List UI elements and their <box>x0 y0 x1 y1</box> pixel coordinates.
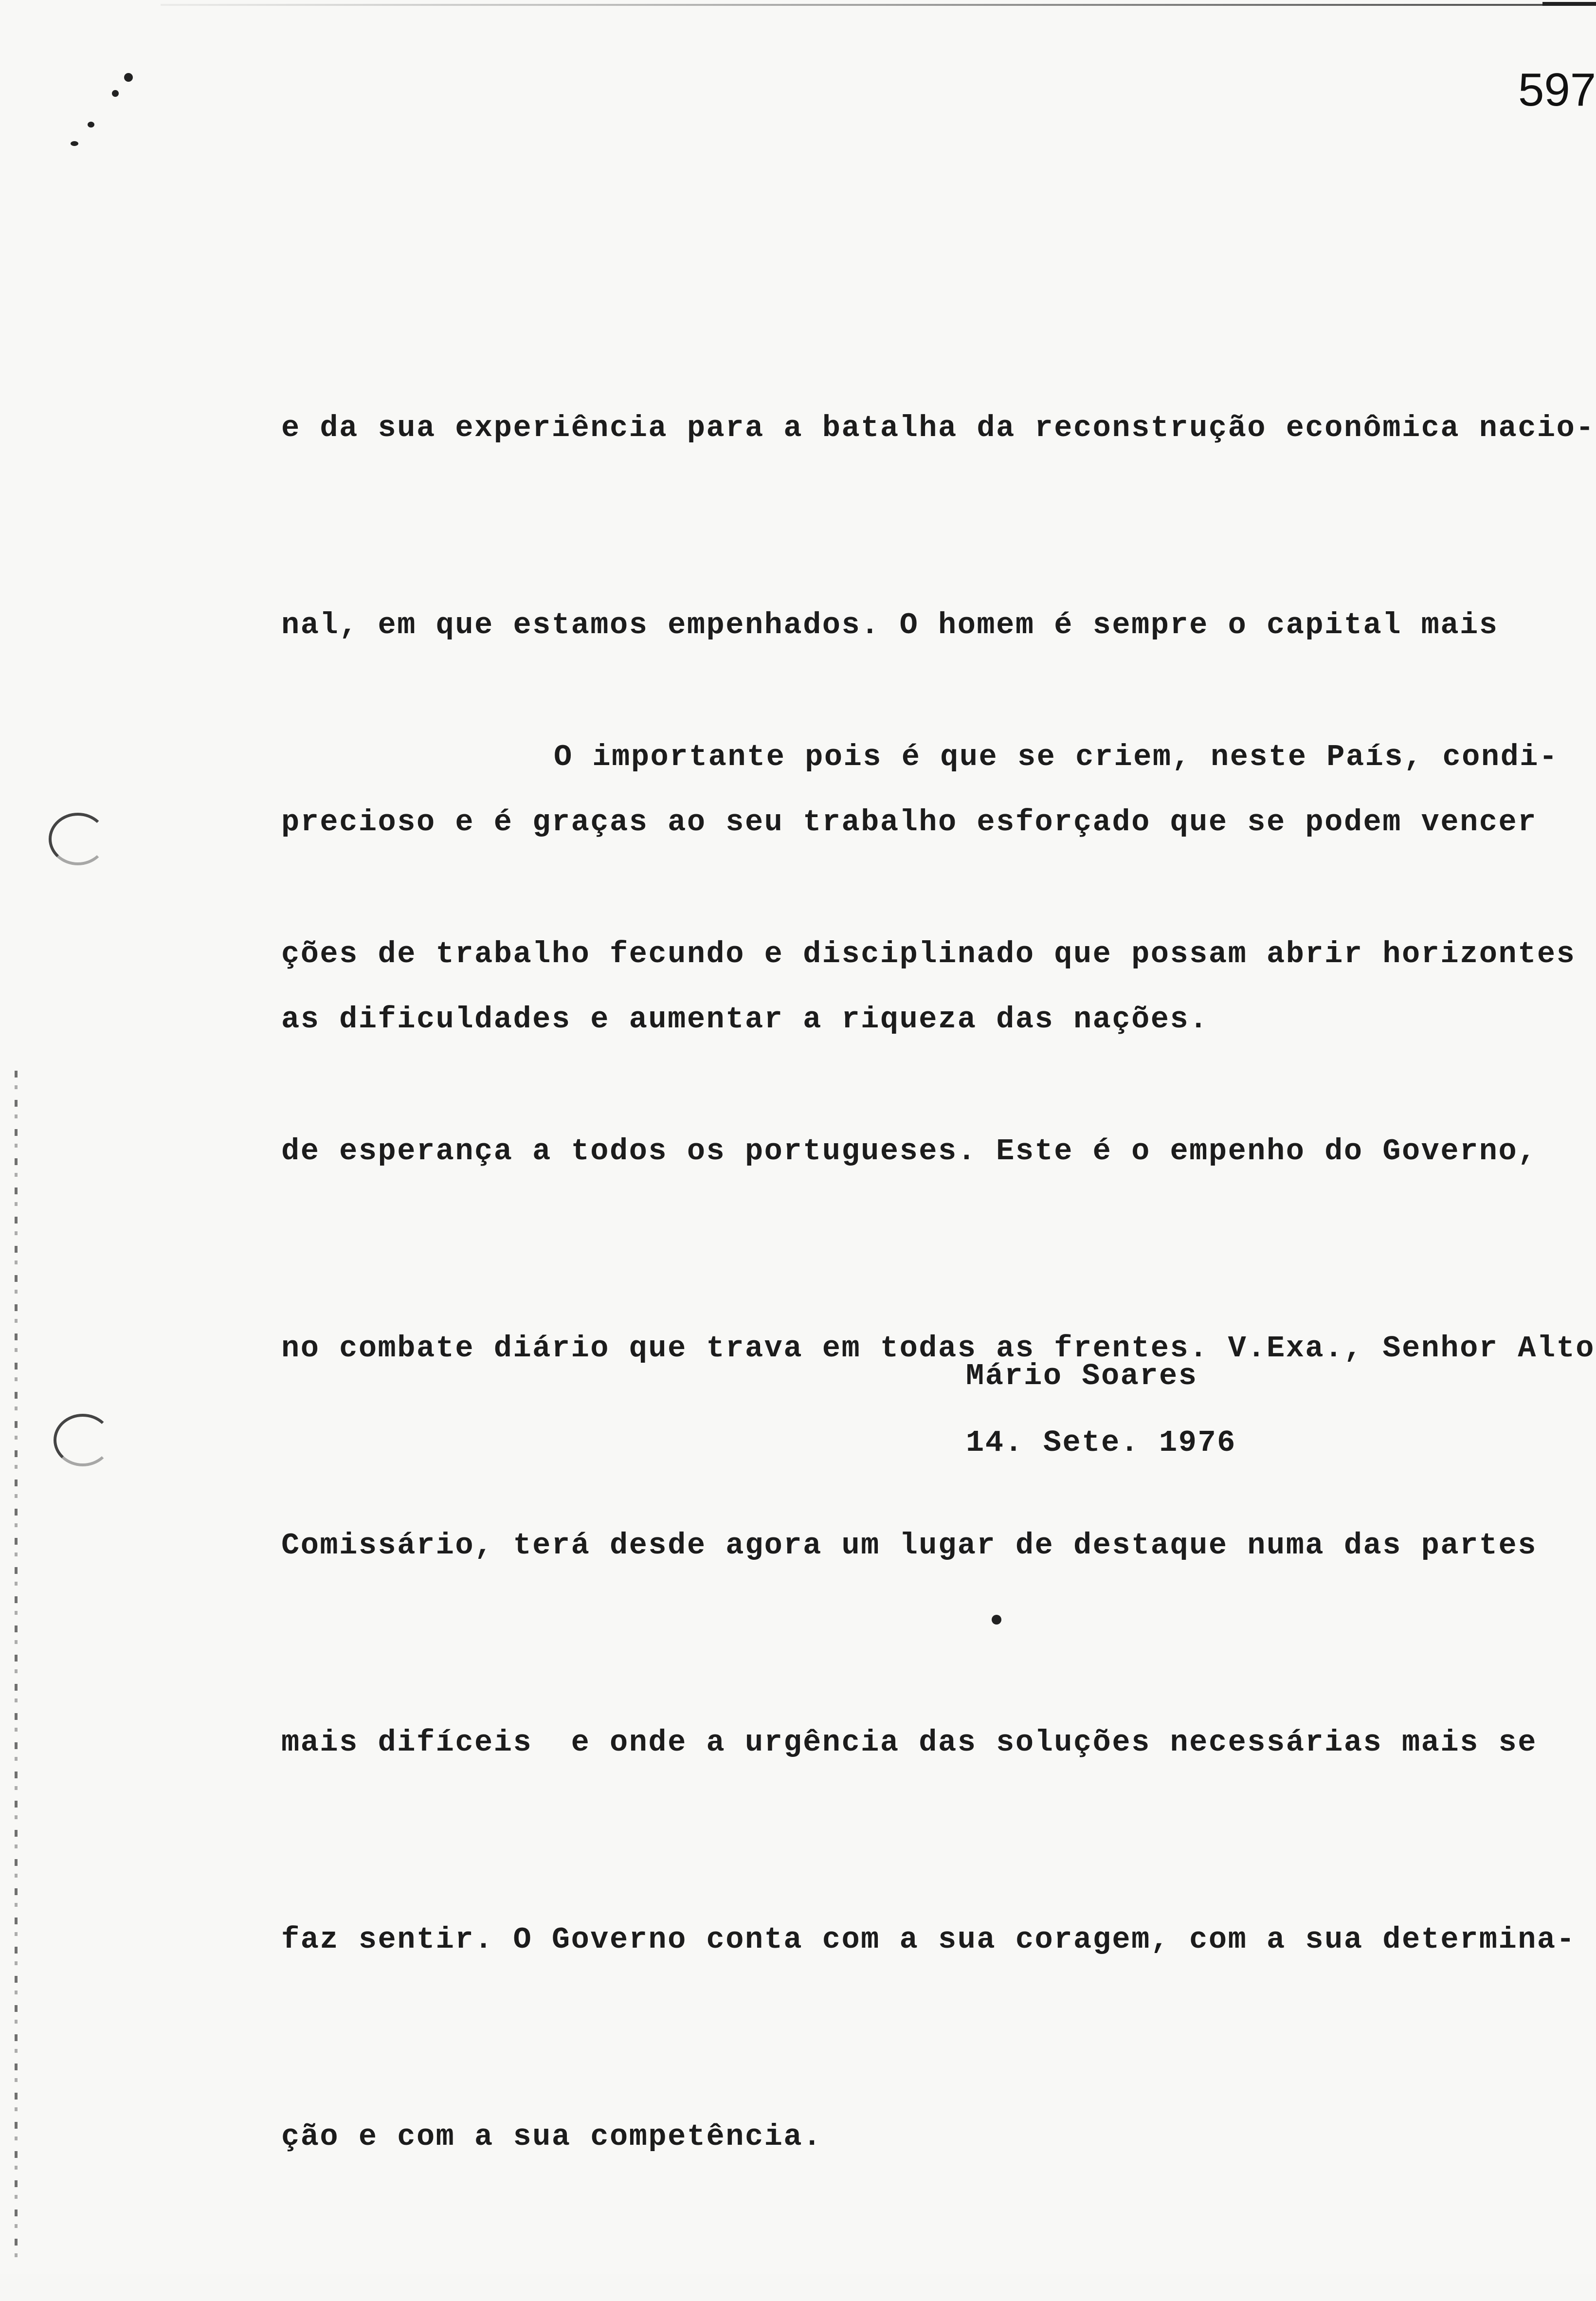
paragraph-2-line: O importante pois é que se criem, neste País, condi- <box>554 740 1559 774</box>
paragraph-2-line: faz sentir. O Governo conta com a sua coragem, com a sua determina- <box>281 1922 1576 1957</box>
signature-date: 14. Sete. 1976 <box>966 1425 1236 1460</box>
ink-speck <box>124 73 133 82</box>
paragraph-2-line: ções de trabalho fecundo e disciplinado que possam abrir horizontes <box>281 937 1576 971</box>
signature-name: Mário Soares <box>966 1359 1198 1393</box>
paragraph-2-line: Comissário, terá desde agora um lugar de destaque numa das partes <box>281 1528 1537 1563</box>
paragraph-1-line: e da sua experiência para a batalha da reconstrução econômica nacio- <box>281 411 1596 445</box>
ink-speck <box>112 90 119 97</box>
paragraph-1-line: as dificuldades e aumentar a riqueza das nações. <box>281 1002 1209 1037</box>
ink-speck <box>71 141 78 146</box>
paragraph-1-line: precioso e é graças ao seu trabalho esforçado que se podem vencer <box>281 805 1537 840</box>
page-number: 597 <box>1518 64 1596 116</box>
paragraph-2-line: mais difíceis e onde a urgência das soluções necessárias mais se <box>281 1725 1537 1760</box>
binding-edge <box>15 1071 18 2268</box>
paragraph-2-line: no combate diário que trava em todas as frentes. V.Exa., Senhor Alto <box>281 1331 1596 1366</box>
paragraph-2-line: ção e com a sua competência. <box>281 2119 822 2154</box>
ink-speck <box>992 1615 1001 1625</box>
paragraph-1-line: nal, em que estamos empenhados. O homem é sempre o capital mais <box>281 608 1499 642</box>
ink-speck <box>88 122 94 128</box>
top-edge-mark <box>1542 2 1596 6</box>
punch-hole-icon <box>49 813 107 865</box>
paragraph-2-line: de esperança a todos os portugueses. Este é o empenho do Governo, <box>281 1134 1537 1169</box>
paragraph-2 <box>281 593 1596 2301</box>
top-edge-line <box>161 4 1596 6</box>
punch-hole-icon <box>54 1414 112 1466</box>
